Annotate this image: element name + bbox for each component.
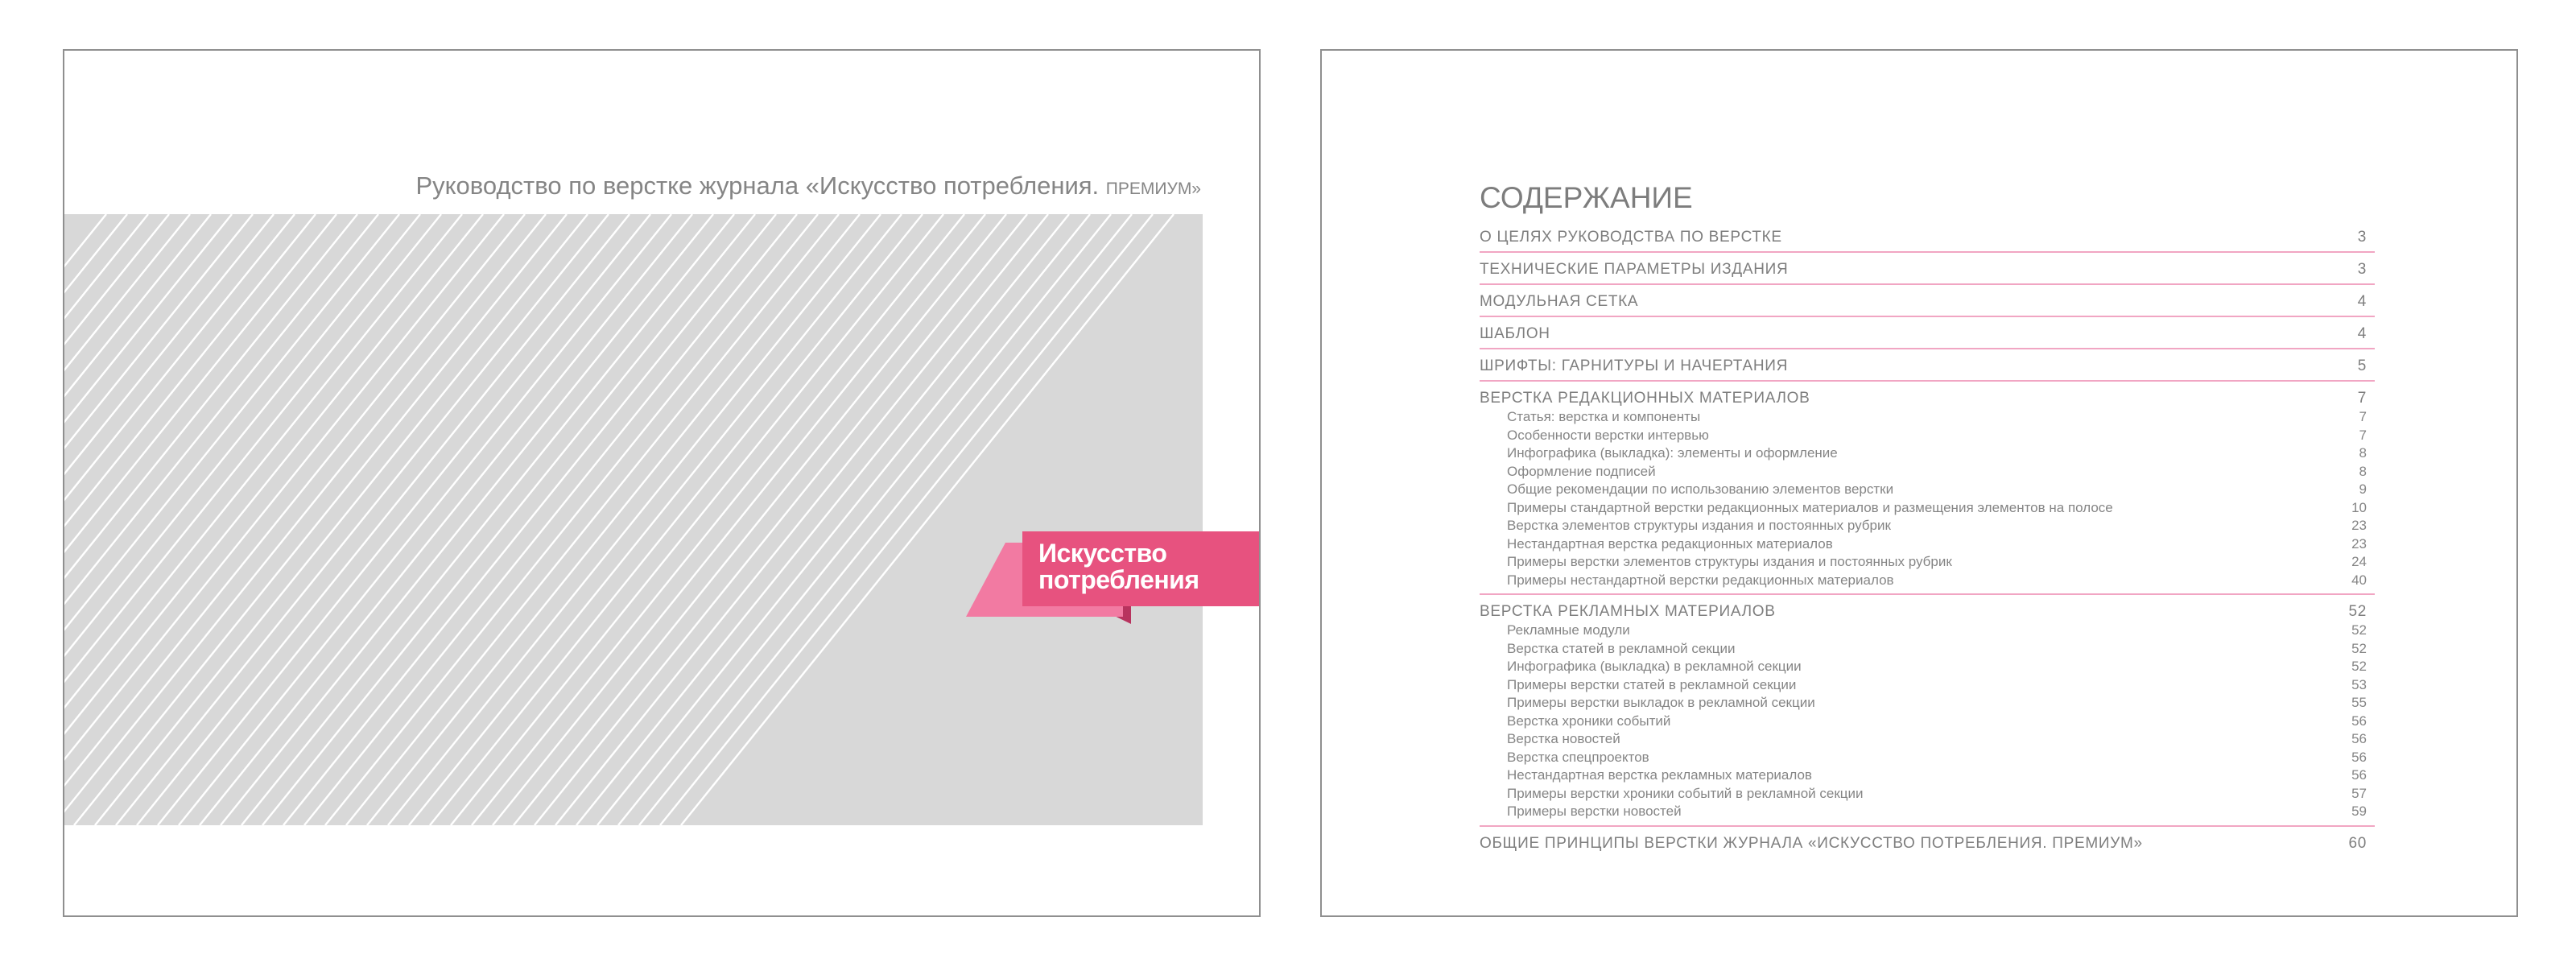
toc-subentry-page: 52 (2351, 659, 2367, 674)
toc-subentry[interactable] (1480, 658, 2375, 676)
toc-subentry-title: Верстка хроники событий (1507, 713, 1671, 729)
toc-subentry[interactable] (1480, 553, 2375, 572)
toc-subentry-page: 52 (2351, 622, 2367, 638)
toc-entry[interactable] (1480, 260, 2375, 279)
toc-entry-title: ШРИФТЫ: ГАРНИТУРЫ И НАЧЕРТАНИЯ (1480, 357, 1789, 374)
toc-entry[interactable] (1480, 834, 2375, 853)
toc-subentry-page: 59 (2351, 804, 2367, 819)
toc-subentry-page: 56 (2351, 767, 2367, 783)
toc-subentry[interactable] (1480, 803, 2375, 821)
toc-subentry[interactable] (1480, 676, 2375, 695)
toc-subentry-title: Статья: верстка и компоненты (1507, 409, 1701, 424)
toc-subentry-title: Нестандартная верстка редакционных материалов (1507, 535, 1833, 552)
toc-subentry-title: Примеры верстки статей в рекламной секции (1507, 676, 1797, 692)
contents-page (1320, 49, 2518, 917)
toc-subentry-page: 23 (2351, 535, 2367, 552)
toc-entry-title: ТЕХНИЧЕСКИЕ ПАРАМЕТРЫ ИЗДАНИЯ (1480, 261, 1789, 278)
toc-subentry[interactable] (1480, 481, 2375, 499)
toc-entry-title: ВЕРСТКА РЕКЛАМНЫХ МАТЕРИАЛОВ (1480, 603, 1776, 620)
toc-subentry-page: 7 (2359, 409, 2367, 424)
toc-entry-title: ОБЩИЕ ПРИНЦИПЫ ВЕРСТКИ ЖУРНАЛА «ИСКУССТВО ПОТРЕБЛЕНИЯ. ПРЕМИУМ» (1480, 834, 2143, 852)
toc-subentry[interactable] (1480, 572, 2375, 590)
toc-entry-page: 5 (2357, 357, 2367, 374)
toc-subentry-title: Примеры нестандартной верстки редакционных материалов (1507, 572, 1894, 588)
toc-section (1480, 602, 2375, 827)
toc-entry-page: 3 (2357, 261, 2367, 278)
toc-section (1480, 324, 2375, 349)
toc-entry[interactable] (1480, 228, 2375, 247)
toc-subentry-title: Примеры верстки хроники событий в рекламной секции (1507, 785, 1864, 801)
contents-heading: СОДЕРЖАНИЕ (1480, 181, 1693, 214)
toc-subentry-title: Верстка статей в рекламной секции (1507, 640, 1736, 656)
cover-page (63, 49, 1261, 917)
toc-entry-title: ШАБЛОН (1480, 325, 1550, 342)
toc-subentry-title: Оформление подписей (1507, 463, 1656, 479)
toc-subentry-page: 52 (2351, 640, 2367, 656)
toc-subentry-page: 56 (2351, 749, 2367, 765)
toc-subentry-title: Верстка спецпроектов (1507, 749, 1649, 765)
toc-subentry-title: Инфографика (выкладка): элементы и оформление (1507, 445, 1838, 461)
toc-entry-title: МОДУЛЬНАЯ СЕТКА (1480, 293, 1639, 310)
toc-subentry-title: Примеры верстки новостей (1507, 804, 1682, 819)
toc-entry-page: 60 (2348, 834, 2367, 852)
toc-subentry-title: Особенности верстки интервью (1507, 427, 1709, 443)
toc-subentry-page: 57 (2351, 785, 2367, 801)
toc-entry[interactable] (1480, 324, 2375, 344)
toc-subentry-page: 55 (2351, 695, 2367, 710)
toc-subentry-page: 53 (2351, 676, 2367, 692)
toc-subentry-page: 8 (2359, 445, 2367, 461)
cover-title-main: Руководство по верстке журнала «Искусство потребления. (415, 171, 1100, 200)
toc-subentry[interactable] (1480, 408, 2375, 427)
toc-entry-page: 4 (2357, 325, 2367, 342)
toc-subentry-page: 40 (2351, 572, 2367, 588)
toc-subentry-page: 7 (2359, 427, 2367, 443)
toc-subentry-page: 24 (2351, 554, 2367, 569)
toc-subentry-title: Примеры стандартной верстки редакционных материалов и размещения элементов на полосе (1507, 499, 2113, 515)
toc-entry-page: 52 (2348, 603, 2367, 620)
toc-subentry-title: Общие рекомендации по использованию элементов верстки (1507, 481, 1894, 497)
toc-entry-page: 7 (2357, 390, 2367, 407)
toc-subentry[interactable] (1480, 622, 2375, 640)
toc-subentry[interactable] (1480, 713, 2375, 731)
toc-subentry[interactable] (1480, 444, 2375, 463)
cover-title-suffix: ПРЕМИУМ» (1105, 180, 1201, 198)
toc-subentry[interactable] (1480, 463, 2375, 481)
toc-entry-page: 4 (2357, 293, 2367, 310)
toc-entry-title: О ЦЕЛЯХ РУКОВОДСТВА ПО ВЕРСТКЕ (1480, 229, 1782, 246)
toc-subentry-title: Верстка элементов структуры издания и постоянных рубрик (1507, 518, 1891, 533)
toc-subentry-page: 56 (2351, 713, 2367, 729)
magazine-logo (1038, 540, 1199, 593)
toc-section (1480, 292, 2375, 317)
toc-subentry-page: 8 (2359, 463, 2367, 479)
toc-subentry[interactable] (1480, 535, 2375, 554)
toc-subentry-title: Инфографика (выкладка) в рекламной секции (1507, 659, 1802, 674)
contents-list (1480, 228, 2375, 865)
toc-entry[interactable] (1480, 389, 2375, 408)
logo-line-1: Искусство (1038, 539, 1167, 568)
toc-section (1480, 357, 2375, 382)
toc-subentry[interactable] (1480, 785, 2375, 804)
toc-entry-page: 3 (2357, 229, 2367, 246)
toc-subentry-title: Верстка новостей (1507, 731, 1620, 746)
toc-subentry[interactable] (1480, 517, 2375, 535)
logo-line-2: потребления (1038, 565, 1199, 594)
toc-subentry-page: 10 (2351, 499, 2367, 515)
toc-subentry[interactable] (1480, 730, 2375, 749)
toc-subentry-title: Примеры верстки элементов структуры издания и постоянных рубрик (1507, 554, 1952, 569)
toc-subentry-title: Рекламные модули (1507, 622, 1630, 638)
cover-title (415, 171, 1201, 200)
toc-section (1480, 389, 2375, 595)
toc-subentry-page: 23 (2351, 518, 2367, 533)
toc-subentry-title: Примеры верстки выкладок в рекламной секции (1507, 695, 1815, 710)
toc-entry[interactable] (1480, 357, 2375, 376)
toc-entry[interactable] (1480, 602, 2375, 622)
toc-subentry[interactable] (1480, 694, 2375, 713)
toc-section (1480, 228, 2375, 253)
toc-entry[interactable] (1480, 292, 2375, 312)
toc-subentry[interactable] (1480, 749, 2375, 767)
toc-subentry-page: 56 (2351, 731, 2367, 746)
toc-subentry[interactable] (1480, 766, 2375, 785)
toc-entry-title: ВЕРСТКА РЕДАКЦИОННЫХ МАТЕРИАЛОВ (1480, 390, 1810, 407)
toc-section (1480, 260, 2375, 285)
toc-subentry[interactable] (1480, 427, 2375, 445)
toc-subentry-page: 9 (2359, 481, 2367, 497)
toc-subentry[interactable] (1480, 640, 2375, 659)
toc-section (1480, 834, 2375, 857)
toc-subentry-title: Нестандартная верстка рекламных материалов (1507, 767, 1812, 783)
toc-subentry[interactable] (1480, 499, 2375, 518)
